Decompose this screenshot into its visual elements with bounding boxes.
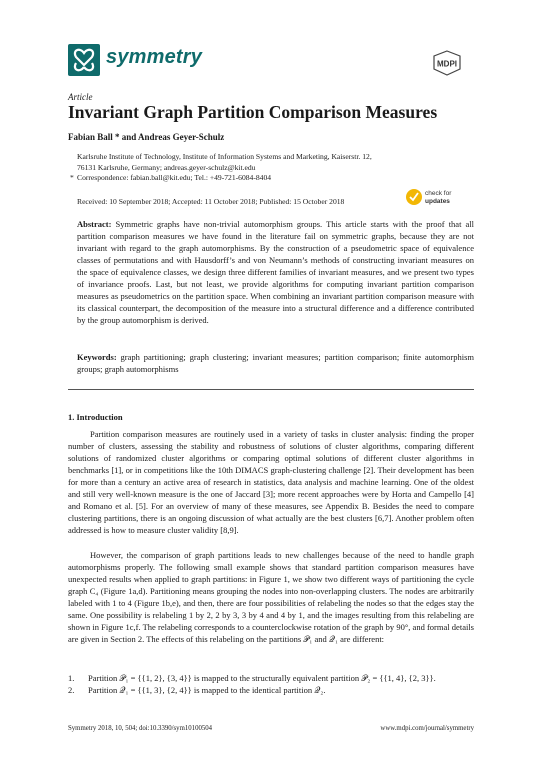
keywords-label: Keywords: [77, 352, 117, 362]
list-text: Partition 𝒬₁ = {{1, 3}, {2, 4}} is mapped to the identical partition 𝒬₂. [88, 685, 326, 695]
affiliation-line-1: Karlsruhe Institute of Technology, Institute of Information Systems and Marketing, Kaiserstr. 12, [77, 152, 372, 161]
keywords-line-2: automorphism groups; graph automorphisms [77, 352, 475, 375]
keywords [77, 351, 474, 375]
paragraph-text: However, the comparison of graph partitions leads to new challenges because of the need to handle graph automorphisms properly. The following small example shows that standard partition comparison measures have unexpected results when applied to graph partitions: in Figure 1, we show two different ways of partitioning the cycle graph C₄ (Figure 1a,d). Partitioning means grouping the nodes into non-overlapping clusters. The nodes are arbitrarily labeled with 1 to 4 (Figure 1b,e), and then, there are four possibilities of relabeling the nodes so that the edges stay the same. One possibility is relabeling 1 by 2, 2 by 3, 3 by 4 and 4 by 1, and the images resulting from this relabeling are shown in Figure 1c,f. The relabeling corresponds to a counterclockwise rotation of the graph by 90°, and formal details are given in Section 2. The effects of this relabeling on the partitions 𝒫₁ and 𝒬₁ are different: [68, 550, 474, 645]
journal-name: symmetry [106, 46, 203, 68]
intro-paragraph-2 [68, 549, 474, 645]
article-dates: Received: 10 September 2018; Accepted: 11 October 2018; Published: 15 October 2018 [77, 197, 345, 206]
list-number: 1. [68, 673, 75, 683]
abstract-text: Symmetric graphs have non-trivial automorphism groups. This article starts with the proof that all partition comparison measures we have found in the literature fail on symmetric graphs, because they are not invariant with regard to the graph automorphisms. By the construction of a pseudometric space of equivalence classes of permutations and with Hausdorff’s and von Neumann’s methods of constructing invariant measures on the space of equivalence classes, we design three different families of invariant measures, and we present two types of invariance proofs. Last, but not least, we provide algorithms for computing invariant partition comparison measures as pseudometrics on the partition space. When combining an invariant partition comparison measure with its classical counterpart, the decomposition of the measure into a structural difference and a difference contributed by the group automorphism is derived. [77, 219, 475, 326]
svg-text:updates: updates [425, 198, 450, 205]
article-type: Article [68, 92, 93, 102]
page-title: Invariant Graph Partition Comparison Measures [68, 102, 438, 122]
check-updates-icon [406, 189, 422, 205]
journal-logo [68, 44, 100, 76]
intro-paragraph-1 [68, 428, 474, 536]
correspondence-mark: * [70, 173, 74, 182]
list-item [68, 673, 474, 684]
svg-text:check for: check for [425, 190, 452, 197]
keywords-line-1: graph partitioning; graph clustering; invariant measures; partition comparison; finite [120, 352, 422, 362]
check-for-updates-badge[interactable] [405, 186, 473, 208]
footer-citation: Symmetry 2018, 10, 504; doi:10.3390/sym10100504 [68, 725, 213, 732]
affiliation-line-2: 76131 Karlsruhe, Germany; andreas.geyer-schulz@kit.edu [77, 163, 256, 172]
abstract [77, 218, 474, 326]
divider [68, 389, 474, 390]
abstract-label: Abstract: [77, 219, 112, 229]
svg-text:MDPI: MDPI [437, 59, 457, 69]
correspondence: Correspondence: fabian.ball@kit.edu; Tel.: +49-721-6084-8404 [77, 173, 272, 182]
section-heading: 1. Introduction [68, 412, 123, 422]
footer-url[interactable]: www.mdpi.com/journal/symmetry [380, 725, 474, 732]
mdpi-logo[interactable] [432, 50, 462, 76]
authors: Fabian Ball * and Andreas Geyer-Schulz [68, 132, 225, 142]
list-text: Partition 𝒫₁ = {{1, 2}, {3, 4}} is mapped to the structurally equivalent partition 𝒫₂ = {{1, 4}, {2, 3}}. [88, 673, 436, 683]
list-item [68, 685, 474, 696]
list-number: 2. [68, 685, 75, 695]
paragraph-text: Partition comparison measures are routinely used in a variety of tasks in cluster analysis: finding the proper number of clusters, assessing the stability and robustness of solutions of cluster algorithms, comparing different solutions of randomized cluster algorithms or comparing optimal solutions of different cluster algorithms in benchmarks [1], or in competitions like the 10th DIMACS graph-clustering challenge [2]. Their development has been for more than a century an active area of research in statistics, data analysis and machine learning. One of the oldest and still very well-known measure is the one of Jaccard [3]; more recent approaches were by Horta and Campello [4] and Romano et al. [5]. For an overview of many of these measures, see Appendix B. Besides the need to compare clustering partitions, there is an ongoing discussion of what actually are the best clusters [6,7]. Another problem often addressed is how to measure cluster validity [8,9]. [68, 429, 474, 536]
